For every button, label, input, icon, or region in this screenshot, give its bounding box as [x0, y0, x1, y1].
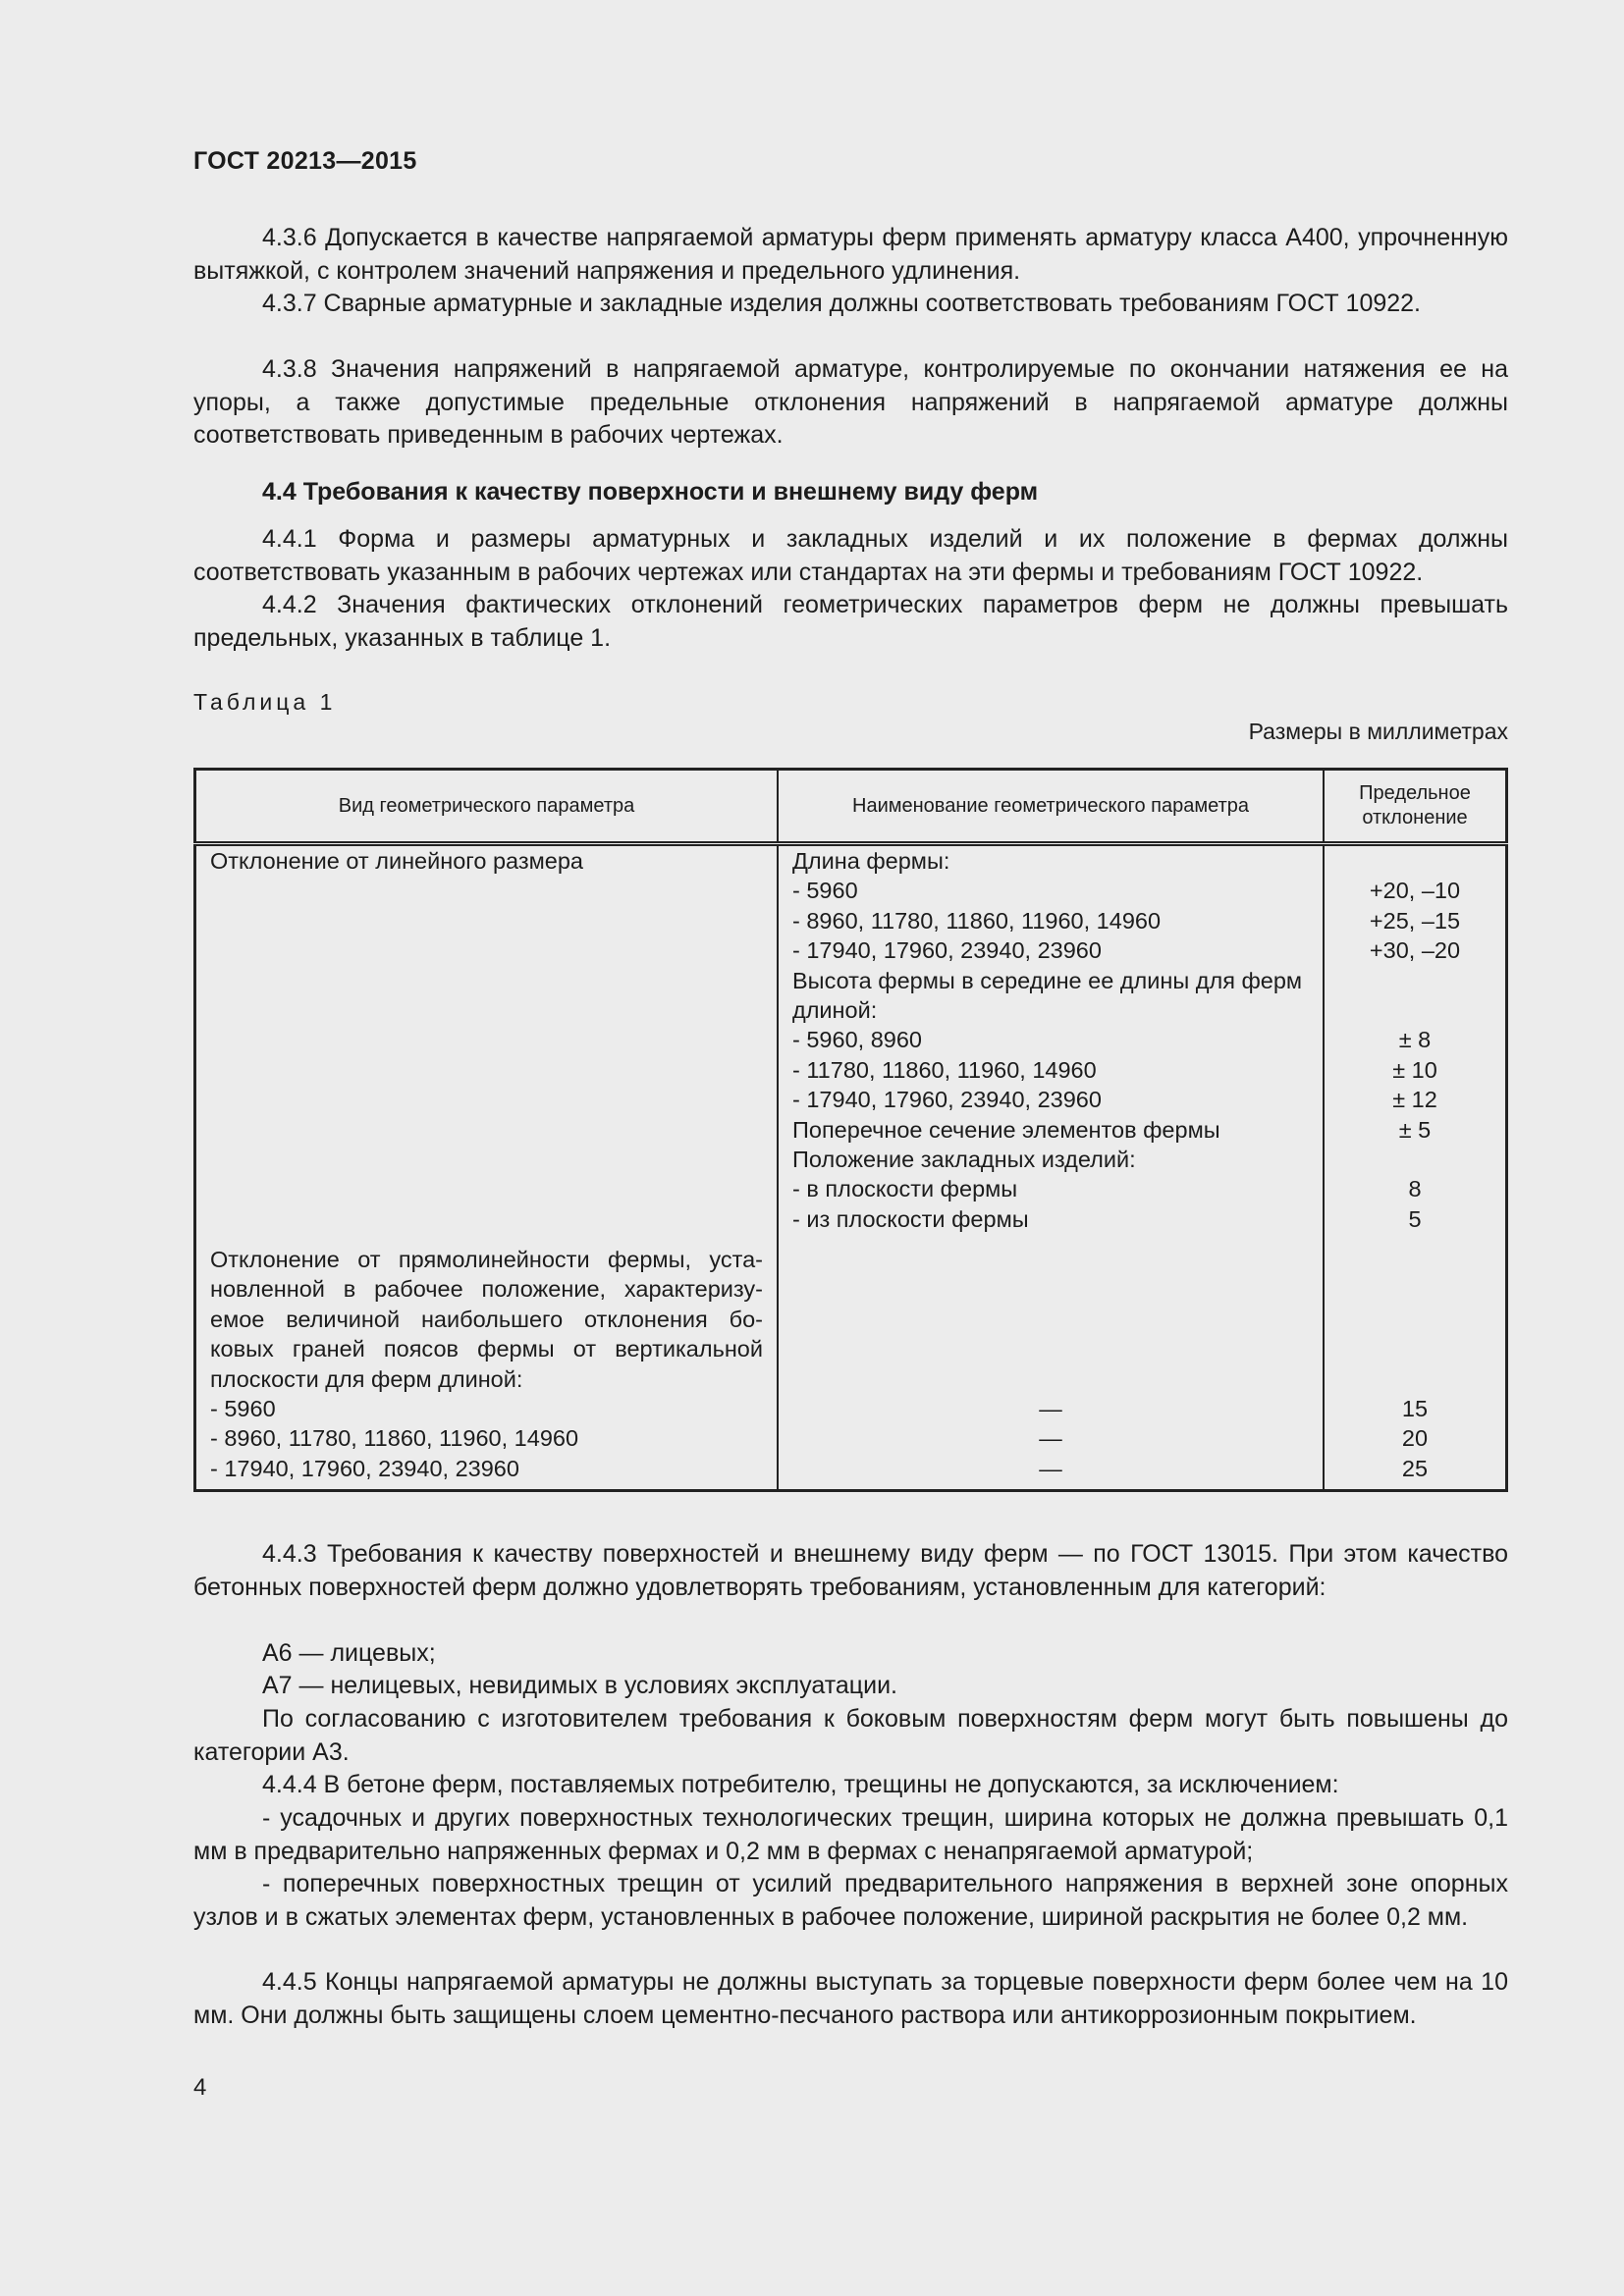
tolerance-value	[1338, 1145, 1491, 1174]
tolerance-value: +20, –10	[1369, 878, 1461, 904]
row1-names	[778, 844, 1324, 1235]
tolerance-value: ± 10	[1392, 1056, 1437, 1083]
tolerance-value: 8	[1408, 1176, 1422, 1202]
row2-param-line: ковых граней поясов фермы от вертикальной	[210, 1336, 763, 1362]
header-param-name: Наименование геометрического параметра	[778, 770, 1324, 844]
paragraph-4-4-4-item-1: - усадочных и других поверхностных технологических трещин, ширина которых не должна превышать 0,1 мм в предварительно напряженных фермах и 0,2 мм в фермах с ненапрягаемой арматурой;	[193, 1804, 1508, 1865]
row2-param	[195, 1234, 779, 1491]
section-title-4-4: 4.4 Требования к качеству поверхности и внешнему виду ферм	[262, 478, 1039, 506]
table-row	[195, 1234, 1507, 1491]
paragraph-4-4-1: 4.4.1 Форма и размеры арматурных и закладных изделий и их положение в фермах должны соответствовать указанным в рабочих чертежах или стандартах на эти фермы и требованиям ГОСТ 10922.	[193, 525, 1508, 586]
table-units: Размеры в миллиметрах	[1248, 719, 1508, 744]
paragraph-4-3-7: 4.3.7 Сварные арматурные и закладные изделия должны соответствовать требованиям ГОСТ 10922.	[262, 290, 1422, 317]
list-item: - в плоскости фермы	[792, 1176, 1018, 1202]
row2-param-line: новленной в рабочее положение, характеризу-	[210, 1276, 763, 1303]
tolerance-value	[1338, 966, 1491, 995]
tolerance-value	[1338, 846, 1491, 876]
tolerance-value: ± 5	[1398, 1116, 1432, 1143]
list-item: Высота фермы в середине ее длины для ферм	[792, 967, 1303, 993]
dash-value: —	[1039, 1425, 1062, 1452]
tolerance-value: 5	[1408, 1205, 1422, 1232]
paragraph-agreement: По согласованию с изготовителем требования к боковым поверхностям ферм могут быть повышены до категории А3.	[193, 1705, 1508, 1766]
paragraph-4-4-3: 4.4.3 Требования к качеству поверхностей и внешнему виду ферм — по ГОСТ 13015. При этом качество бетонных поверхностей ферм должно удовлетворять требованиям, установленным для категорий:	[193, 1540, 1508, 1601]
category-a7: А7 — нелицевых, невидимых в условиях эксплуатации.	[262, 1672, 897, 1699]
tolerance-value: +30, –20	[1369, 937, 1461, 964]
list-item: Поперечное сечение элементов фермы	[792, 1116, 1220, 1143]
paragraph-4-4-2: 4.4.2 Значения фактических отклонений геометрических параметров ферм не должны превышать предельных, указанных в таблице 1.	[193, 591, 1508, 652]
list-item: - 5960	[792, 878, 858, 904]
row1-tolerances	[1324, 844, 1507, 1235]
row2-param-line: - 5960	[210, 1396, 276, 1422]
list-item: - 17940, 17960, 23940, 23960	[792, 937, 1102, 964]
tolerance-value: 20	[1401, 1425, 1429, 1452]
list-item: - из плоскости фермы	[792, 1205, 1029, 1232]
row1-param	[195, 844, 779, 1235]
list-item: - 17940, 17960, 23940, 23960	[792, 1087, 1102, 1113]
row2-param-line: емое величиной наибольшего отклонения бо-	[210, 1306, 763, 1332]
table-row	[195, 844, 1507, 1235]
paragraph-4-3-8: 4.3.8 Значения напряжений в напрягаемой арматуре, контролируемые по окончании натяжения ее на упоры, а также допустимые предельные отклонения напряжений в напрягаемой арматуре должны соответствовать приведенным в рабочих чертежах.	[193, 355, 1508, 449]
table-header-row	[195, 770, 1507, 844]
row2-param-line: - 8960, 11780, 11860, 11960, 14960	[210, 1425, 579, 1452]
table-label: Таблица 1	[193, 689, 337, 715]
row2-names	[778, 1234, 1324, 1491]
row2-param-line: - 17940, 17960, 23940, 23960	[210, 1455, 519, 1481]
tolerance-value: 25	[1401, 1455, 1429, 1481]
dash-value: —	[1039, 1396, 1062, 1422]
list-item: длиной:	[792, 996, 878, 1023]
header-tolerance: Предельное отклонение	[1324, 770, 1507, 844]
list-item: Положение закладных изделий:	[792, 1146, 1136, 1172]
paragraph-4-3-6: 4.3.6 Допускается в качестве напрягаемой арматуры ферм применять арматуру класса А400, упрочненную вытяжкой, с контролем значений напряжения и предельного удлинения.	[193, 224, 1508, 285]
tolerance-value: ± 12	[1392, 1087, 1437, 1113]
paragraph-4-4-4-item-2: - поперечных поверхностных трещин от усилий предварительного напряжения в верхней зоне опорных узлов и в сжатых элементах ферм, установленных в рабочее положение, шириной раскрытия не более 0,2 мм.	[193, 1870, 1508, 1931]
tolerance-value: +25, –15	[1369, 907, 1461, 934]
paragraph-4-4-4: 4.4.4 В бетоне ферм, поставляемых потребителю, трещины не допускаются, за исключением:	[262, 1771, 1339, 1798]
page-number: 4	[193, 2074, 207, 2101]
header-param-type: Вид геометрического параметра	[195, 770, 779, 844]
row2-tolerances	[1324, 1234, 1507, 1491]
list-item: - 5960, 8960	[792, 1027, 922, 1053]
row2-param-line: плоскости для ферм длиной:	[210, 1365, 523, 1392]
tolerance-value	[1338, 995, 1491, 1025]
category-a6: А6 — лицевых;	[262, 1639, 436, 1667]
row1-param-text: Отклонение от линейного размера	[210, 848, 583, 874]
list-item: - 8960, 11780, 11860, 11960, 14960	[792, 907, 1162, 934]
tolerance-value: ± 8	[1398, 1027, 1432, 1053]
document-code: ГОСТ 20213—2015	[193, 147, 417, 175]
row2-param-line: Отклонение от прямолинейности фермы, уста-	[210, 1247, 763, 1273]
list-item: Длина фермы:	[792, 848, 950, 874]
list-item: - 11780, 11860, 11960, 14960	[792, 1056, 1097, 1083]
table-1	[193, 768, 1508, 1492]
tolerance-value: 15	[1401, 1396, 1429, 1422]
dash-value: —	[1039, 1455, 1062, 1481]
paragraph-4-4-5: 4.4.5 Концы напрягаемой арматуры не должны выступать за торцевые поверхности ферм более чем на 10 мм. Они должны быть защищены слоем цементно-песчаного раствора или антикоррозионным покрытием.	[193, 1968, 1508, 2029]
